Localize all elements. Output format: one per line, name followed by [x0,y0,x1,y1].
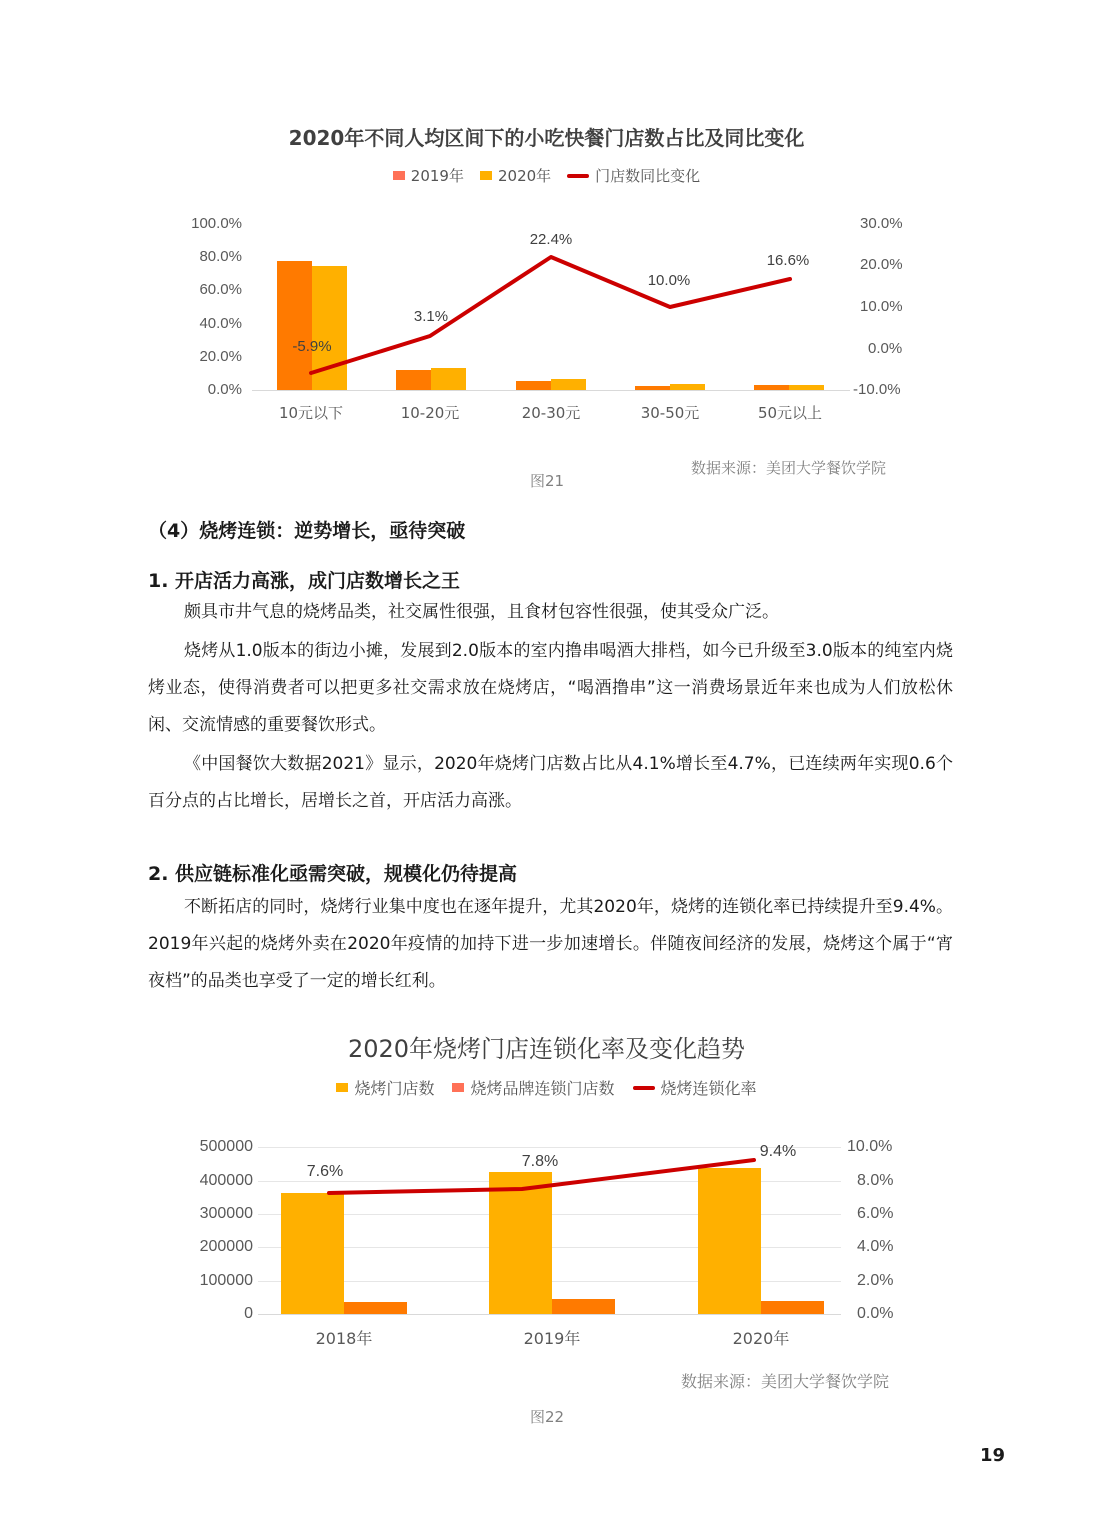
figure-label: 图22 [530,1408,565,1426]
y-tick: 80.0% [199,248,242,265]
paragraph: 颇具市井气息的烧烤品类，社交属性很强，且食材包容性很强，使其受众广泛。 [184,602,779,622]
y2-tick: 10.0% [847,1138,893,1155]
legend-label: 烧烤品牌连锁门店数 [470,1079,615,1098]
y-tick: 60.0% [199,281,242,298]
x-category: 2020年 [732,1329,790,1348]
subheading-2: 2. 供应链标准化亟需突破，规模化仍待提高 [148,863,518,885]
y2-tick: 10.0% [860,298,903,315]
x-category: 50元以上 [757,404,823,422]
y-tick: 100000 [199,1272,253,1289]
subheading-1: 1. 开店活力高涨，成门店数增长之王 [148,570,461,592]
line-label: 7.8% [521,1153,559,1170]
y2-tick: 6.0% [857,1205,894,1222]
y-tick: 500000 [199,1138,253,1155]
x-category: 30-50元 [640,404,700,422]
y-tick: 0.0% [207,381,242,398]
legend-label: 2019年 [410,167,464,185]
y2-tick: 30.0% [860,215,903,232]
x-category: 10-20元 [400,404,460,422]
line-label: 9.4% [759,1143,797,1160]
legend-label: 门店数同比变化 [595,167,701,185]
chart-1-title: 2020年不同人均区间下的小吃快餐门店数占比及同比变化 [288,126,805,150]
y-tick: 0 [244,1305,253,1322]
line-label: 22.4% [529,231,573,248]
x-category: 20-30元 [521,404,581,422]
y2-tick: 4.0% [857,1238,894,1255]
chart-1-source: 数据来源：美团大学餐饮学院 [691,459,887,477]
line-label: 7.6% [306,1163,344,1180]
y-tick: 300000 [199,1205,253,1222]
y-tick: 100.0% [191,215,242,232]
paragraph: 烧烤从1.0版本的街边小摊，发展到2.0版本的室内撸串喝酒大排档，如今已升级至3.0版本的纯室内烧烤业态，使得消费者可以把更多社交需求放在烧烤店，“喝酒撸串”这一消费场景近年来也成为人们放松休闲、交流情感的重要餐饮形式。 [148,641,953,735]
legend-label: 2020年 [497,167,552,185]
paragraph: 不断拓店的同时，烧烤行业集中度也在逐年提升，尤其2020年，烧烤的连锁化率已持续提升至9.4%。2019年兴起的烧烤外卖在2020年疫情的加持下进一步加速增长。伴随夜间经济的发展，烧烤这个属于“宵夜档”的品类也享受了一定的增长红利。 [148,897,953,991]
y2-tick: 2.0% [857,1272,894,1289]
y-tick: 20.0% [199,348,242,365]
section-heading: （4）烧烤连锁：逆势增长，亟待突破 [148,520,466,542]
paragraph: 《中国餐饮大数据2021》显示，2020年烧烤门店数占比从4.1%增长至4.7%，已连续两年实现0.6个百分点的占比增长，居增长之首，开店活力高涨。 [148,754,953,811]
legend-label: 烧烤门店数 [354,1079,435,1098]
chart-2-title: 2020年烧烤门店连锁化率及变化趋势 [347,1035,746,1063]
y2-tick: 8.0% [857,1172,894,1189]
y2-tick: 0.0% [868,340,903,357]
line-label: -5.9% [292,338,332,355]
x-category: 10元以下 [278,404,344,422]
y2-tick: 20.0% [860,256,903,273]
legend-label: 烧烤连锁化率 [660,1079,757,1098]
chart-2-source: 数据来源：美团大学餐饮学院 [681,1372,890,1391]
y2-tick: -10.0% [853,381,901,398]
line-label: 10.0% [647,272,691,289]
figure-label: 图21 [530,472,565,490]
page-number: 19 [979,1445,1005,1466]
y-tick: 200000 [199,1238,253,1255]
y2-tick: 0.0% [857,1305,894,1322]
x-category: 2018年 [315,1329,373,1348]
x-category: 2019年 [523,1329,581,1348]
y-tick: 400000 [199,1172,253,1189]
y-tick: 40.0% [199,315,242,332]
line-label: 3.1% [413,308,449,325]
line-label: 16.6% [766,252,810,269]
